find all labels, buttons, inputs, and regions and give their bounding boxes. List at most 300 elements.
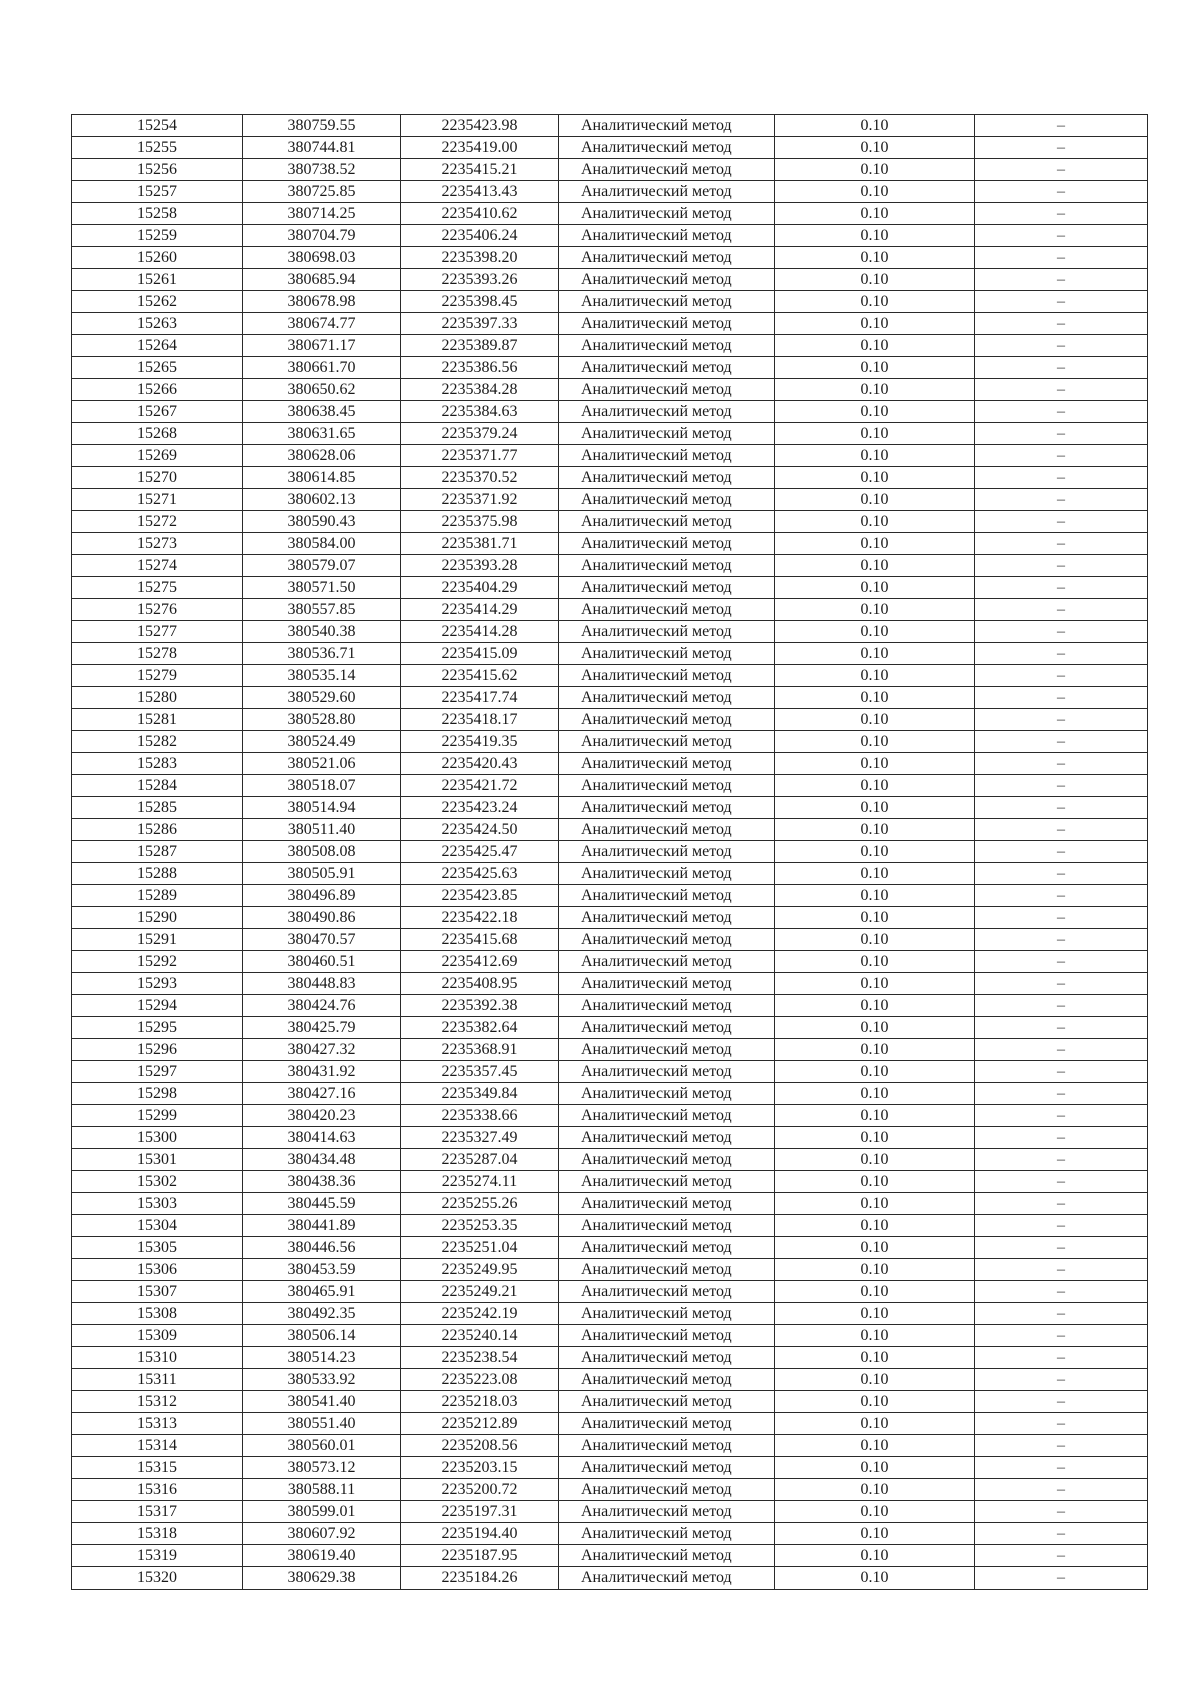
point-number-cell: 15309 (72, 1325, 243, 1347)
table-row (72, 731, 1148, 753)
note-cell: – (975, 599, 1148, 621)
point-number-cell: 15302 (72, 1171, 243, 1193)
table-row (72, 511, 1148, 533)
y-coordinate-cell: 2235424.50 (401, 819, 559, 841)
accuracy-cell: 0.10 (775, 1105, 975, 1127)
x-coordinate-cell: 380505.91 (243, 863, 401, 885)
table-row (72, 1413, 1148, 1435)
x-coordinate-cell: 380427.16 (243, 1083, 401, 1105)
y-coordinate-cell: 2235381.71 (401, 533, 559, 555)
x-coordinate-cell: 380453.59 (243, 1259, 401, 1281)
accuracy-cell: 0.10 (775, 357, 975, 379)
table-row (72, 621, 1148, 643)
method-cell: Аналитический метод (559, 1061, 775, 1083)
point-number-cell: 15307 (72, 1281, 243, 1303)
method-cell: Аналитический метод (559, 1171, 775, 1193)
method-cell: Аналитический метод (559, 951, 775, 973)
table-row (72, 907, 1148, 929)
note-cell: – (975, 335, 1148, 357)
x-coordinate-cell: 380518.07 (243, 775, 401, 797)
x-coordinate-cell: 380438.36 (243, 1171, 401, 1193)
table-row (72, 313, 1148, 335)
x-coordinate-cell: 380588.11 (243, 1479, 401, 1501)
x-coordinate-cell: 380521.06 (243, 753, 401, 775)
method-cell: Аналитический метод (559, 1457, 775, 1479)
point-number-cell: 15284 (72, 775, 243, 797)
table-row (72, 1083, 1148, 1105)
accuracy-cell: 0.10 (775, 137, 975, 159)
y-coordinate-cell: 2235422.18 (401, 907, 559, 929)
point-number-cell: 15318 (72, 1523, 243, 1545)
method-cell: Аналитический метод (559, 1017, 775, 1039)
table-row (72, 709, 1148, 731)
accuracy-cell: 0.10 (775, 313, 975, 335)
method-cell: Аналитический метод (559, 819, 775, 841)
x-coordinate-cell: 380425.79 (243, 1017, 401, 1039)
y-coordinate-cell: 2235415.09 (401, 643, 559, 665)
note-cell: – (975, 489, 1148, 511)
method-cell: Аналитический метод (559, 577, 775, 599)
point-number-cell: 15294 (72, 995, 243, 1017)
note-cell: – (975, 687, 1148, 709)
table-row (72, 929, 1148, 951)
method-cell: Аналитический метод (559, 445, 775, 467)
point-number-cell: 15258 (72, 203, 243, 225)
y-coordinate-cell: 2235393.28 (401, 555, 559, 577)
x-coordinate-cell: 380629.38 (243, 1567, 401, 1590)
table-row (72, 423, 1148, 445)
point-number-cell: 15286 (72, 819, 243, 841)
table-row (72, 1545, 1148, 1567)
accuracy-cell: 0.10 (775, 1347, 975, 1369)
note-cell: – (975, 1061, 1148, 1083)
note-cell: – (975, 247, 1148, 269)
note-cell: – (975, 797, 1148, 819)
note-cell: – (975, 445, 1148, 467)
y-coordinate-cell: 2235274.11 (401, 1171, 559, 1193)
point-number-cell: 15278 (72, 643, 243, 665)
x-coordinate-cell: 380508.08 (243, 841, 401, 863)
x-coordinate-cell: 380446.56 (243, 1237, 401, 1259)
point-number-cell: 15300 (72, 1127, 243, 1149)
note-cell: – (975, 291, 1148, 313)
y-coordinate-cell: 2235423.24 (401, 797, 559, 819)
method-cell: Аналитический метод (559, 753, 775, 775)
method-cell: Аналитический метод (559, 467, 775, 489)
x-coordinate-cell: 380614.85 (243, 467, 401, 489)
x-coordinate-cell: 380678.98 (243, 291, 401, 313)
note-cell: – (975, 1149, 1148, 1171)
accuracy-cell: 0.10 (775, 709, 975, 731)
y-coordinate-cell: 2235419.00 (401, 137, 559, 159)
method-cell: Аналитический метод (559, 1039, 775, 1061)
accuracy-cell: 0.10 (775, 1545, 975, 1567)
method-cell: Аналитический метод (559, 269, 775, 291)
x-coordinate-cell: 380759.55 (243, 115, 401, 137)
table-row (72, 1017, 1148, 1039)
accuracy-cell: 0.10 (775, 973, 975, 995)
y-coordinate-cell: 2235415.62 (401, 665, 559, 687)
y-coordinate-cell: 2235238.54 (401, 1347, 559, 1369)
point-number-cell: 15289 (72, 885, 243, 907)
table-row (72, 665, 1148, 687)
table-row (72, 1479, 1148, 1501)
accuracy-cell: 0.10 (775, 775, 975, 797)
x-coordinate-cell: 380540.38 (243, 621, 401, 643)
point-number-cell: 15316 (72, 1479, 243, 1501)
x-coordinate-cell: 380424.76 (243, 995, 401, 1017)
x-coordinate-cell: 380514.94 (243, 797, 401, 819)
x-coordinate-cell: 380714.25 (243, 203, 401, 225)
note-cell: – (975, 1303, 1148, 1325)
point-number-cell: 15267 (72, 401, 243, 423)
note-cell: – (975, 1193, 1148, 1215)
method-cell: Аналитический метод (559, 313, 775, 335)
y-coordinate-cell: 2235379.24 (401, 423, 559, 445)
method-cell: Аналитический метод (559, 687, 775, 709)
method-cell: Аналитический метод (559, 247, 775, 269)
accuracy-cell: 0.10 (775, 1193, 975, 1215)
method-cell: Аналитический метод (559, 533, 775, 555)
accuracy-cell: 0.10 (775, 1149, 975, 1171)
note-cell: – (975, 1127, 1148, 1149)
note-cell: – (975, 1457, 1148, 1479)
table-row (72, 401, 1148, 423)
y-coordinate-cell: 2235382.64 (401, 1017, 559, 1039)
accuracy-cell: 0.10 (775, 885, 975, 907)
table-row (72, 1259, 1148, 1281)
y-coordinate-cell: 2235398.20 (401, 247, 559, 269)
y-coordinate-cell: 2235420.43 (401, 753, 559, 775)
note-cell: – (975, 951, 1148, 973)
y-coordinate-cell: 2235208.56 (401, 1435, 559, 1457)
x-coordinate-cell: 380511.40 (243, 819, 401, 841)
point-number-cell: 15304 (72, 1215, 243, 1237)
x-coordinate-cell: 380460.51 (243, 951, 401, 973)
table-row (72, 1237, 1148, 1259)
x-coordinate-cell: 380506.14 (243, 1325, 401, 1347)
x-coordinate-cell: 380584.00 (243, 533, 401, 555)
point-number-cell: 15266 (72, 379, 243, 401)
x-coordinate-cell: 380579.07 (243, 555, 401, 577)
accuracy-cell: 0.10 (775, 1171, 975, 1193)
point-number-cell: 15299 (72, 1105, 243, 1127)
accuracy-cell: 0.10 (775, 599, 975, 621)
method-cell: Аналитический метод (559, 1501, 775, 1523)
note-cell: – (975, 973, 1148, 995)
note-cell: – (975, 1413, 1148, 1435)
accuracy-cell: 0.10 (775, 1303, 975, 1325)
point-number-cell: 15290 (72, 907, 243, 929)
table-row (72, 863, 1148, 885)
x-coordinate-cell: 380725.85 (243, 181, 401, 203)
point-number-cell: 15256 (72, 159, 243, 181)
accuracy-cell: 0.10 (775, 159, 975, 181)
accuracy-cell: 0.10 (775, 445, 975, 467)
method-cell: Аналитический метод (559, 731, 775, 753)
point-number-cell: 15279 (72, 665, 243, 687)
coordinates-table-body (72, 115, 1148, 1590)
table-row (72, 1215, 1148, 1237)
y-coordinate-cell: 2235371.92 (401, 489, 559, 511)
method-cell: Аналитический метод (559, 203, 775, 225)
y-coordinate-cell: 2235187.95 (401, 1545, 559, 1567)
x-coordinate-cell: 380738.52 (243, 159, 401, 181)
x-coordinate-cell: 380704.79 (243, 225, 401, 247)
point-number-cell: 15254 (72, 115, 243, 137)
note-cell: – (975, 775, 1148, 797)
method-cell: Аналитический метод (559, 1545, 775, 1567)
accuracy-cell: 0.10 (775, 1083, 975, 1105)
note-cell: – (975, 1435, 1148, 1457)
method-cell: Аналитический метод (559, 1369, 775, 1391)
y-coordinate-cell: 2235423.85 (401, 885, 559, 907)
method-cell: Аналитический метод (559, 1435, 775, 1457)
y-coordinate-cell: 2235413.43 (401, 181, 559, 203)
y-coordinate-cell: 2235368.91 (401, 1039, 559, 1061)
accuracy-cell: 0.10 (775, 995, 975, 1017)
method-cell: Аналитический метод (559, 1567, 775, 1590)
y-coordinate-cell: 2235338.66 (401, 1105, 559, 1127)
table-row (72, 1105, 1148, 1127)
table-row (72, 489, 1148, 511)
method-cell: Аналитический метод (559, 1149, 775, 1171)
accuracy-cell: 0.10 (775, 621, 975, 643)
note-cell: – (975, 1105, 1148, 1127)
accuracy-cell: 0.10 (775, 731, 975, 753)
note-cell: – (975, 577, 1148, 599)
point-number-cell: 15275 (72, 577, 243, 599)
y-coordinate-cell: 2235404.29 (401, 577, 559, 599)
y-coordinate-cell: 2235410.62 (401, 203, 559, 225)
y-coordinate-cell: 2235421.72 (401, 775, 559, 797)
table-row (72, 995, 1148, 1017)
table-row (72, 753, 1148, 775)
method-cell: Аналитический метод (559, 489, 775, 511)
point-number-cell: 15283 (72, 753, 243, 775)
point-number-cell: 15274 (72, 555, 243, 577)
note-cell: – (975, 1259, 1148, 1281)
point-number-cell: 15277 (72, 621, 243, 643)
table-row (72, 973, 1148, 995)
method-cell: Аналитический метод (559, 423, 775, 445)
table-row (72, 357, 1148, 379)
point-number-cell: 15269 (72, 445, 243, 467)
method-cell: Аналитический метод (559, 1523, 775, 1545)
note-cell: – (975, 1479, 1148, 1501)
x-coordinate-cell: 380492.35 (243, 1303, 401, 1325)
point-number-cell: 15312 (72, 1391, 243, 1413)
point-number-cell: 15257 (72, 181, 243, 203)
table-row (72, 1567, 1148, 1590)
method-cell: Аналитический метод (559, 929, 775, 951)
accuracy-cell: 0.10 (775, 423, 975, 445)
accuracy-cell: 0.10 (775, 291, 975, 313)
point-number-cell: 15314 (72, 1435, 243, 1457)
method-cell: Аналитический метод (559, 1479, 775, 1501)
note-cell: – (975, 1347, 1148, 1369)
y-coordinate-cell: 2235357.45 (401, 1061, 559, 1083)
point-number-cell: 15285 (72, 797, 243, 819)
accuracy-cell: 0.10 (775, 1567, 975, 1590)
note-cell: – (975, 1501, 1148, 1523)
table-row (72, 841, 1148, 863)
method-cell: Аналитический метод (559, 1237, 775, 1259)
table-row (72, 1501, 1148, 1523)
x-coordinate-cell: 380744.81 (243, 137, 401, 159)
method-cell: Аналитический метод (559, 511, 775, 533)
note-cell: – (975, 1369, 1148, 1391)
table-row (72, 1193, 1148, 1215)
note-cell: – (975, 511, 1148, 533)
y-coordinate-cell: 2235425.47 (401, 841, 559, 863)
table-row (72, 1325, 1148, 1347)
y-coordinate-cell: 2235425.63 (401, 863, 559, 885)
x-coordinate-cell: 380671.17 (243, 335, 401, 357)
note-cell: – (975, 841, 1148, 863)
note-cell: – (975, 313, 1148, 335)
x-coordinate-cell: 380533.92 (243, 1369, 401, 1391)
point-number-cell: 15310 (72, 1347, 243, 1369)
method-cell: Аналитический метод (559, 1325, 775, 1347)
y-coordinate-cell: 2235418.17 (401, 709, 559, 731)
note-cell: – (975, 1523, 1148, 1545)
note-cell: – (975, 907, 1148, 929)
accuracy-cell: 0.10 (775, 907, 975, 929)
x-coordinate-cell: 380599.01 (243, 1501, 401, 1523)
point-number-cell: 15293 (72, 973, 243, 995)
note-cell: – (975, 1083, 1148, 1105)
x-coordinate-cell: 380685.94 (243, 269, 401, 291)
y-coordinate-cell: 2235212.89 (401, 1413, 559, 1435)
note-cell: – (975, 137, 1148, 159)
point-number-cell: 15273 (72, 533, 243, 555)
point-number-cell: 15319 (72, 1545, 243, 1567)
y-coordinate-cell: 2235406.24 (401, 225, 559, 247)
x-coordinate-cell: 380571.50 (243, 577, 401, 599)
accuracy-cell: 0.10 (775, 1259, 975, 1281)
point-number-cell: 15263 (72, 313, 243, 335)
note-cell: – (975, 181, 1148, 203)
y-coordinate-cell: 2235415.68 (401, 929, 559, 951)
point-number-cell: 15262 (72, 291, 243, 313)
y-coordinate-cell: 2235240.14 (401, 1325, 559, 1347)
x-coordinate-cell: 380661.70 (243, 357, 401, 379)
note-cell: – (975, 863, 1148, 885)
accuracy-cell: 0.10 (775, 1435, 975, 1457)
accuracy-cell: 0.10 (775, 1501, 975, 1523)
note-cell: – (975, 643, 1148, 665)
y-coordinate-cell: 2235194.40 (401, 1523, 559, 1545)
y-coordinate-cell: 2235253.35 (401, 1215, 559, 1237)
method-cell: Аналитический метод (559, 665, 775, 687)
note-cell: – (975, 1237, 1148, 1259)
y-coordinate-cell: 2235249.21 (401, 1281, 559, 1303)
accuracy-cell: 0.10 (775, 1457, 975, 1479)
accuracy-cell: 0.10 (775, 1215, 975, 1237)
method-cell: Аналитический метод (559, 1281, 775, 1303)
table-row (72, 335, 1148, 357)
note-cell: – (975, 1039, 1148, 1061)
y-coordinate-cell: 2235384.63 (401, 401, 559, 423)
accuracy-cell: 0.10 (775, 1369, 975, 1391)
y-coordinate-cell: 2235184.26 (401, 1567, 559, 1590)
point-number-cell: 15270 (72, 467, 243, 489)
table-row (72, 1369, 1148, 1391)
y-coordinate-cell: 2235393.26 (401, 269, 559, 291)
x-coordinate-cell: 380607.92 (243, 1523, 401, 1545)
x-coordinate-cell: 380674.77 (243, 313, 401, 335)
method-cell: Аналитический метод (559, 1259, 775, 1281)
accuracy-cell: 0.10 (775, 819, 975, 841)
x-coordinate-cell: 380470.57 (243, 929, 401, 951)
note-cell: – (975, 203, 1148, 225)
x-coordinate-cell: 380602.13 (243, 489, 401, 511)
x-coordinate-cell: 380514.23 (243, 1347, 401, 1369)
accuracy-cell: 0.10 (775, 1281, 975, 1303)
point-number-cell: 15287 (72, 841, 243, 863)
y-coordinate-cell: 2235251.04 (401, 1237, 559, 1259)
y-coordinate-cell: 2235200.72 (401, 1479, 559, 1501)
x-coordinate-cell: 380535.14 (243, 665, 401, 687)
accuracy-cell: 0.10 (775, 489, 975, 511)
table-row (72, 159, 1148, 181)
accuracy-cell: 0.10 (775, 1017, 975, 1039)
note-cell: – (975, 159, 1148, 181)
accuracy-cell: 0.10 (775, 115, 975, 137)
method-cell: Аналитический метод (559, 357, 775, 379)
y-coordinate-cell: 2235327.49 (401, 1127, 559, 1149)
note-cell: – (975, 621, 1148, 643)
y-coordinate-cell: 2235375.98 (401, 511, 559, 533)
y-coordinate-cell: 2235242.19 (401, 1303, 559, 1325)
note-cell: – (975, 1545, 1148, 1567)
y-coordinate-cell: 2235408.95 (401, 973, 559, 995)
y-coordinate-cell: 2235423.98 (401, 115, 559, 137)
table-row (72, 1039, 1148, 1061)
accuracy-cell: 0.10 (775, 401, 975, 423)
y-coordinate-cell: 2235255.26 (401, 1193, 559, 1215)
point-number-cell: 15311 (72, 1369, 243, 1391)
table-row (72, 379, 1148, 401)
table-row (72, 203, 1148, 225)
y-coordinate-cell: 2235370.52 (401, 467, 559, 489)
note-cell: – (975, 665, 1148, 687)
x-coordinate-cell: 380414.63 (243, 1127, 401, 1149)
point-number-cell: 15268 (72, 423, 243, 445)
accuracy-cell: 0.10 (775, 841, 975, 863)
method-cell: Аналитический метод (559, 599, 775, 621)
x-coordinate-cell: 380551.40 (243, 1413, 401, 1435)
method-cell: Аналитический метод (559, 1303, 775, 1325)
table-row (72, 269, 1148, 291)
note-cell: – (975, 1171, 1148, 1193)
accuracy-cell: 0.10 (775, 1523, 975, 1545)
point-number-cell: 15255 (72, 137, 243, 159)
method-cell: Аналитический метод (559, 1347, 775, 1369)
accuracy-cell: 0.10 (775, 335, 975, 357)
table-row (72, 599, 1148, 621)
point-number-cell: 15305 (72, 1237, 243, 1259)
method-cell: Аналитический метод (559, 181, 775, 203)
x-coordinate-cell: 380573.12 (243, 1457, 401, 1479)
point-number-cell: 15281 (72, 709, 243, 731)
table-row (72, 819, 1148, 841)
x-coordinate-cell: 380650.62 (243, 379, 401, 401)
note-cell: – (975, 1391, 1148, 1413)
x-coordinate-cell: 380441.89 (243, 1215, 401, 1237)
table-row (72, 643, 1148, 665)
